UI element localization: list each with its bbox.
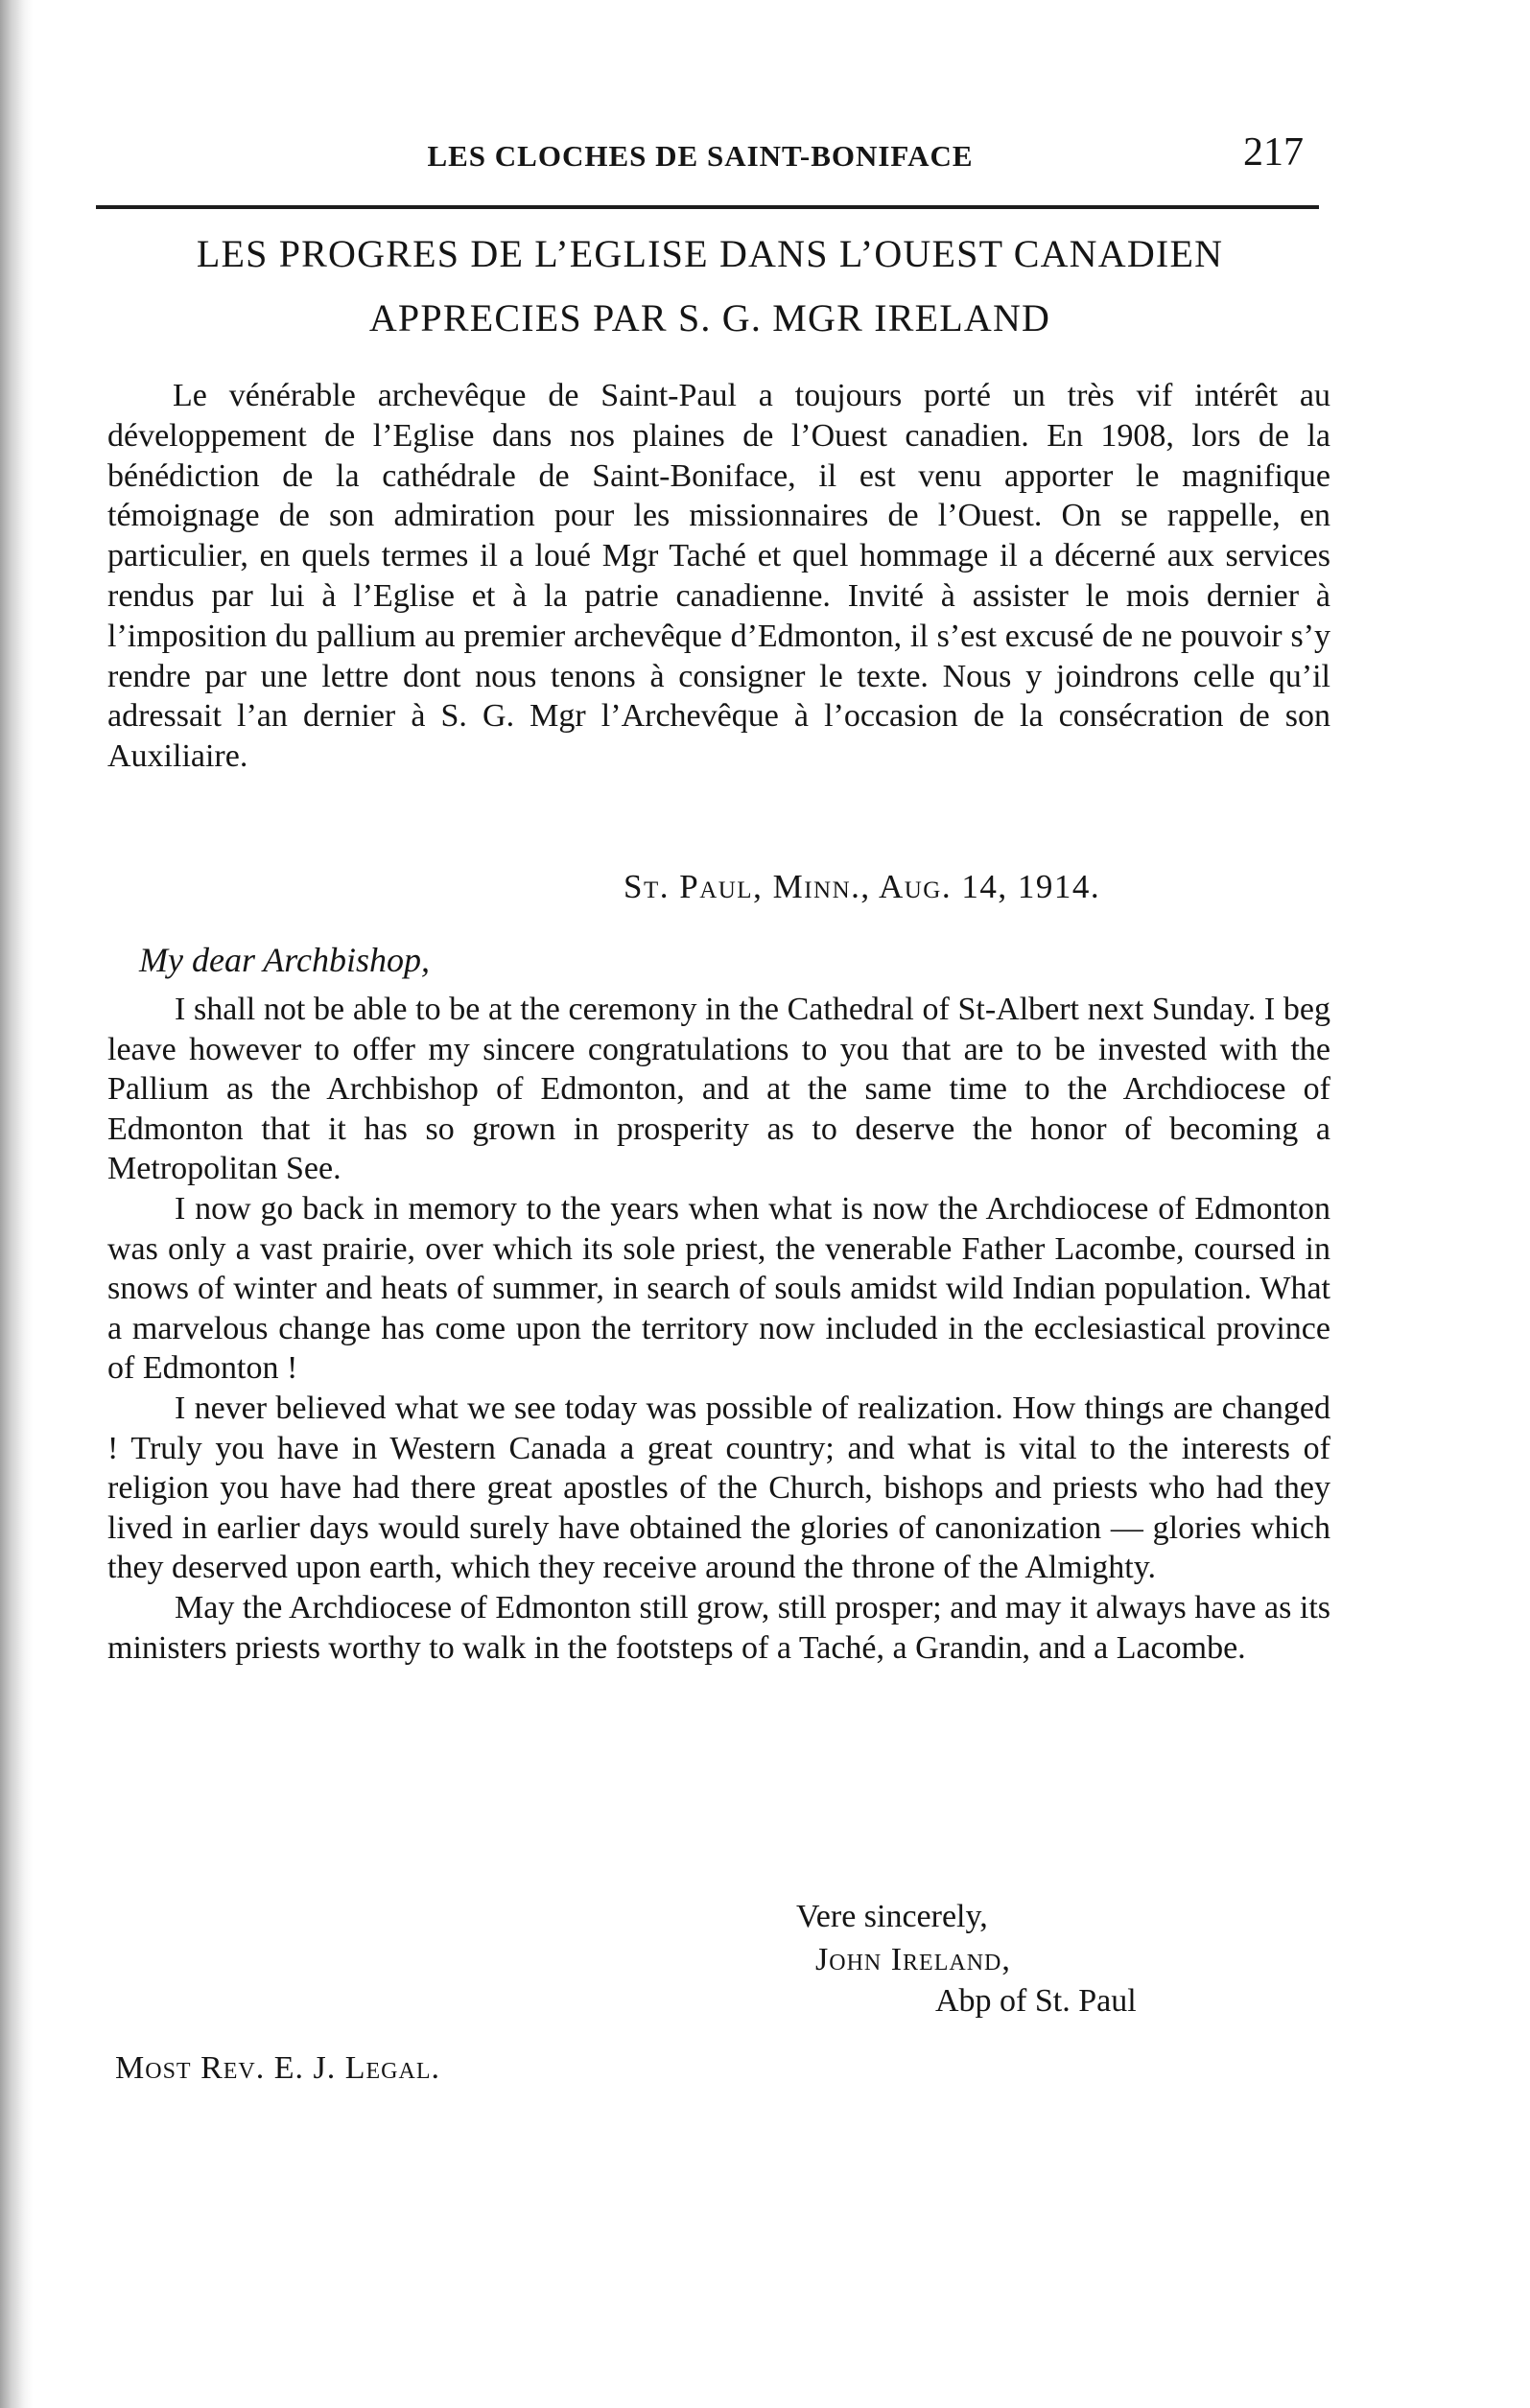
- article-title: [91, 230, 1329, 342]
- letter-salutation: My dear Archbishop,: [139, 941, 430, 979]
- letter-paragraph: May the Archdiocese of Edmonton still grow, still prosper; and may it always have as its ministers priests worthy to walk in the footsteps of a Taché, a Grandin, and a Lacombe.: [107, 1589, 1330, 1666]
- article-title-line-2: APPRECIES PAR S. G. MGR IRELAND: [368, 296, 1051, 339]
- header-rule: [96, 205, 1319, 209]
- french-introduction: Le vénérable archevêque de Saint-Paul a toujours porté un très vif intérêt au développement de l’Eglise dans nos plaines de l’Ouest canadien. En 1908, lors de la bénédiction de la cathédrale de Saint-Boniface, il est venu apporter le magnifique témoignage de son admiration pour les missionnaires de l’Ouest. On se rappelle, en particulier, en quels termes il a loué Mgr Taché et quel hommage il a décerné aux services rendus par lui à l’Eglise et à la patrie canadienne. Invité à assister le mois dernier à l’imposition du pallium au premier archevêque d’Edmonton, il s’est excusé de ne pouvoir s’y rendre par une lettre dont nous tenons à consigner le texte. Nous y joindrons celle qu’il adressait l’an dernier à S. G. Mgr l’Archevêque à l’occasion de la consécration de son Auxiliaire.: [107, 378, 1330, 775]
- letter-addressee: Most Rev. E. J. Legal.: [115, 2050, 440, 2086]
- letter-signature: John Ireland,: [815, 1942, 1011, 1977]
- letter-paragraph: I now go back in memory to the years when what is now the Archdiocese of Edmonton was only a vast prairie, over which its sole priest, the venerable Father Lacombe, coursed in snows of winter and heats of summer, in search of souls amidst wild Indian population. What a marvelous change has come upon the territory now included in the ecclesiastical province of Edmonton !: [107, 1190, 1330, 1387]
- running-title: LES CLOCHES DE SAINT-BONIFACE: [427, 139, 974, 173]
- letter-dateline: St. Paul, Minn., Aug. 14, 1914.: [624, 868, 1101, 905]
- article-title-line-1: LES PROGRES DE L’EGLISE DANS L’OUEST CANADIEN: [196, 232, 1224, 275]
- letter-paragraph: I never believed what we see today was possible of realization. How things are changed ! Truly you have in Western Canada a great country; and what is vital to the interests of religion you have had there great apostles of the Church, bishops and priests who had they lived in earlier days would surely have obtained the glories of canonization — glories which they deserved upon earth, which they receive around the throne of the Almighty.: [107, 1390, 1330, 1586]
- signature-title: Abp of St. Paul: [935, 1983, 1137, 2019]
- page-gutter-shadow: [0, 0, 33, 2408]
- letter-paragraph: I shall not be able to be at the ceremony in the Cathedral of St-Albert next Sunday. I beg leave however to offer my sincere congratulations to you that are to be invested with the Pallium as the Archbishop of Edmonton, and at the same time to the Archdiocese of Edmonton that it has so grown in prosperity as to deserve the honor of becoming a Metropolitan See.: [107, 992, 1330, 1187]
- letter-body: [107, 990, 1330, 1668]
- page-number: 217: [1243, 130, 1304, 175]
- letter-closing: Vere sincerely,: [796, 1899, 988, 1934]
